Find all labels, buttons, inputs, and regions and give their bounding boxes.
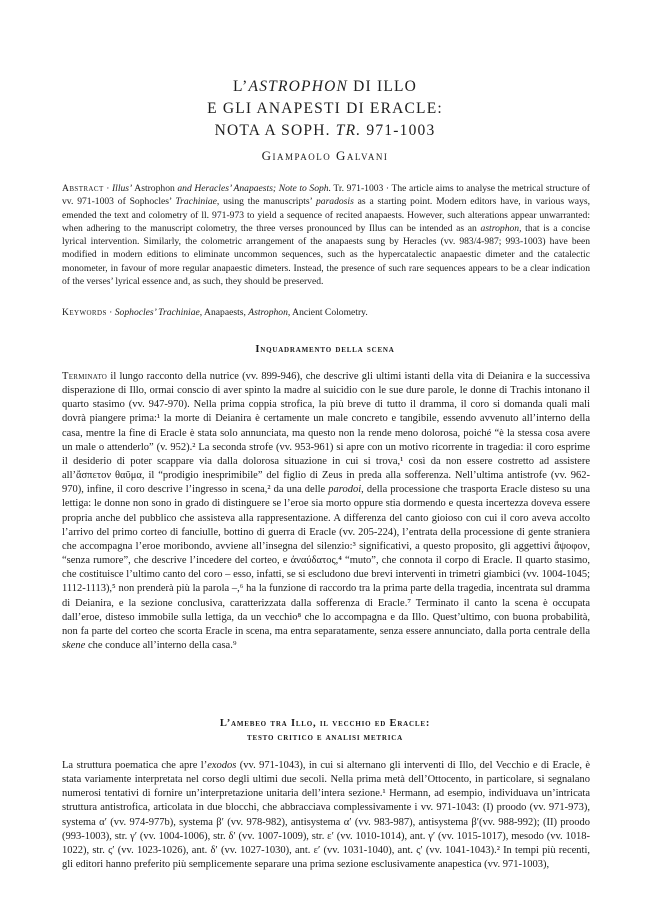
article-title-line-3 xyxy=(0,122,650,140)
abstract-text-1: The article aims to analyse the metrical structure of vv. 971-1003 of Sophocles’ xyxy=(62,183,591,208)
keywords-separator: · xyxy=(106,307,115,318)
article-title-line-1 xyxy=(0,78,650,96)
abstract-text-3: as a starting point. Modern editors have, in various ways, emended the text and colometry of ll. 971-973 to yield a sequence of recited anapaests. However, such alterations appear unwarranted: when adhering to the manuscript colometry, the three verses pronounced by Illus can be intended as an xyxy=(62,196,590,234)
title-line3-prefix: NOTA A SOPH. xyxy=(214,122,336,139)
paragraph-2-text-b: (vv. 971-1043), in cui si alternano gli interventi di Illo, del Vecchio e di Eracle, è stata variamente interpretata nel corso degli ultimi due secoli. Nella prima metà dell’Ottocento, in particolare, si segnalano numerosi tentativi di fornire un’interpretazione unitaria dell’intera sezione.¹ Hermann, ad esempio, individuava un’intricata struttura antistrofica, articolata in due blocchi, che abbracciava complessivamente i vv. 971-1043: (I) proodo (vv. 971-973), systema α′ (vv. 974-977b), systema β′ (vv. 978-982), antisystema α′ (vv. 983-987), antisystema β′(vv. 988-992); (II) proodo (993-1003), str. γ′ (vv. 1004-1006), str. δ′ (vv. 1007-1009), str. ε′ (vv. 1010-1014), ant. γ′ (vv. 1015-1017), mesodo (vv. 1018-1022), str. ς′ (vv. 1023-1026), ant. δ′ (vv. 1027-1030), ant. ε′ (vv. 1031-1040), ant. ς′ (vv. 1041-1043).² In tempi più recenti, gli editori hanno preferito più semplicemente separare una prima sezione esclusivamente anapestica (vv. 971-1003), xyxy=(62,760,590,871)
abstract-trachiniae: Trachiniae xyxy=(175,196,217,208)
paragraph-lead-word: Terminato xyxy=(62,371,108,382)
paragraph-2-text-a: La struttura poematica che apre l’ xyxy=(62,760,208,771)
paragraph-1-text-c: che conduce all’interno della casa.⁹ xyxy=(85,639,237,651)
abstract xyxy=(62,182,590,288)
section-heading-amebeo-line-2: testo critico e analisi metrica xyxy=(247,733,403,743)
keyword-colometry: , Ancient Colometry. xyxy=(287,307,368,318)
title-prefix: L’ xyxy=(232,78,249,95)
title-italic-astrophon: ASTROPHON xyxy=(248,78,349,95)
keywords xyxy=(62,306,590,319)
title-line3-suffix: 971-1003 xyxy=(361,122,436,139)
title-suffix: DI ILLO xyxy=(348,78,418,95)
section-heading-inquadramento: Inquadramento della scena xyxy=(255,344,395,355)
abstract-english-title-1: Illus’ xyxy=(111,183,133,194)
abstract-english-title-2: Astrophon xyxy=(132,183,178,194)
article-title-line-2: E GLI ANAPESTI DI ERACLE: xyxy=(207,100,443,117)
abstract-separator: · xyxy=(103,183,112,194)
paragraph-1-skene: skene xyxy=(62,639,86,651)
paragraph-1-parodoi: parodoi xyxy=(328,484,362,496)
paragraph-1-text-b: , della processione che trasporta Eracle disteso su una lettiga: le donne non sono in grado di distinguere se l’eroe sia morto oppure stia dormendo e questa incertezza doveva essere propria anche del pubblico che assisteva alla rappresentazione. A differenza del canto gioioso con cui il coro aveva accolto l’arrivo del primo corteo di fanciulle, bottino di guerra di Eracle (vv. 205-224), l’entrata della processione di gente straniera che accompagna l’eroe moribondo, avviene all’insegna del silenzio:³ significativi, a questo proposito, gli aggettivi ἄψοφον, “senza rumore”, che descrive l’incedere del corteo, e ἀναύδατος,⁴ “muto”, che connota il corpo di Eracle. Il quarto stasimo, che costituisce l’ultimo canto del coro – esso, infatti, se si escludono due brevi interventi in trimetri giambici (vv. 1004-1045; 1112-1113),⁵ non prenderà più la parola –,⁶ ha la funzione di raccordo tra la prima parte della tragedia, incentrata sul dramma di Deianira, e la sezione conclusiva, caratterizzata dalla sofferenza di Eracle.⁷ Terminato il canto la scena è occupata dall’eroe, disteso immobile sulla lettiga, da un vecchio⁸ che lo accompagna e da Illo. Quest’ultimo, con buona probabilità, non fa parte del corteo che scorta Eracle in scena, ma entra separatamente, senza essere annunciato, dalla porta centrale della xyxy=(62,484,590,637)
abstract-english-title-3: and Heracles’ Anapaests; Note to Soph. xyxy=(177,183,332,194)
keyword-astrophon: Astrophon xyxy=(248,307,288,318)
keyword-anapaests: , Anapaests, xyxy=(199,307,249,318)
paragraph-2-exodos: exodos xyxy=(207,760,237,771)
abstract-paradosis: paradosis xyxy=(315,196,354,208)
author-name: Giampaolo Galvani xyxy=(261,148,389,163)
abstract-english-title-4: Tr. 971-1003 xyxy=(331,183,384,194)
abstract-separator-2: · xyxy=(383,183,392,194)
abstract-label: Abstract xyxy=(62,183,104,194)
abstract-text-4: , that is a concise lyrical intervention. Similarly, the colometric arrangement of the anapaests sung by Heracles (vv. 983/4-987; 993-1003) have been modified in modern editions to eliminate uncommon sequences, such as the hypercatalectic anapaestic dimeter and the catalectic monometer, in favour of more regular anapaestic dimeters. Instead, the presence of such rare sequences appears to be a clear indication of the verses’ lyrical essence and, as such, they should be preserved. xyxy=(62,222,590,288)
paragraph-1-text-a: il lungo racconto della nutrice (vv. 899-946), che descrive gli ultimi istanti della vita di Deianira e la successiva disperazione di Illo, ormai conscio di aver spinto la madre al suicidio con le sue dure parole, le donne di Trachis intonano il quarto stasimo (vv. 947-970). Nella prima coppia strofica, la più breve di tutto il dramma, il coro si domanda quali mali dovrà piangere prima:¹ la morte di Deianira è certamente un male concreto e tangibile, essendo avvenuto all’interno della casa, mentre la fine di Eracle è stata solo annunciata, ma questo non la rende meno dolorosa, poiché “è la stessa cosa avere un male o attenderlo” (v. 952).² La seconda strofe (vv. 953-961) si apre con un motivo ricorrente in tragedia: il coro esprime il desiderio di poter scappare via dalla dolorosa situazione in cui si trova,¹ così da non essere costretto ad assistere all’ἄσπετον θαῦμα, il “prodigio inesprimibile” del figlio di Zeus in preda alla sofferenza. Nell’ultima antistrofe (vv. 962-970), infine, il coro descrive l’ingresso in scena,² da una delle xyxy=(62,371,590,496)
keywords-label: Keywords xyxy=(62,307,107,318)
abstract-astrophon: astrophon xyxy=(480,222,520,234)
body-paragraph-1 xyxy=(62,370,590,653)
abstract-text-2: , using the manuscripts’ xyxy=(216,196,316,208)
keyword-trachiniae: Sophocles’ Trachiniae xyxy=(114,307,200,318)
body-paragraph-2 xyxy=(62,759,590,872)
section-heading-amebeo-line-1: L’amebeo tra Illo, il vecchio ed Eracle: xyxy=(219,718,431,729)
title-line3-italic: TR. xyxy=(335,122,362,139)
